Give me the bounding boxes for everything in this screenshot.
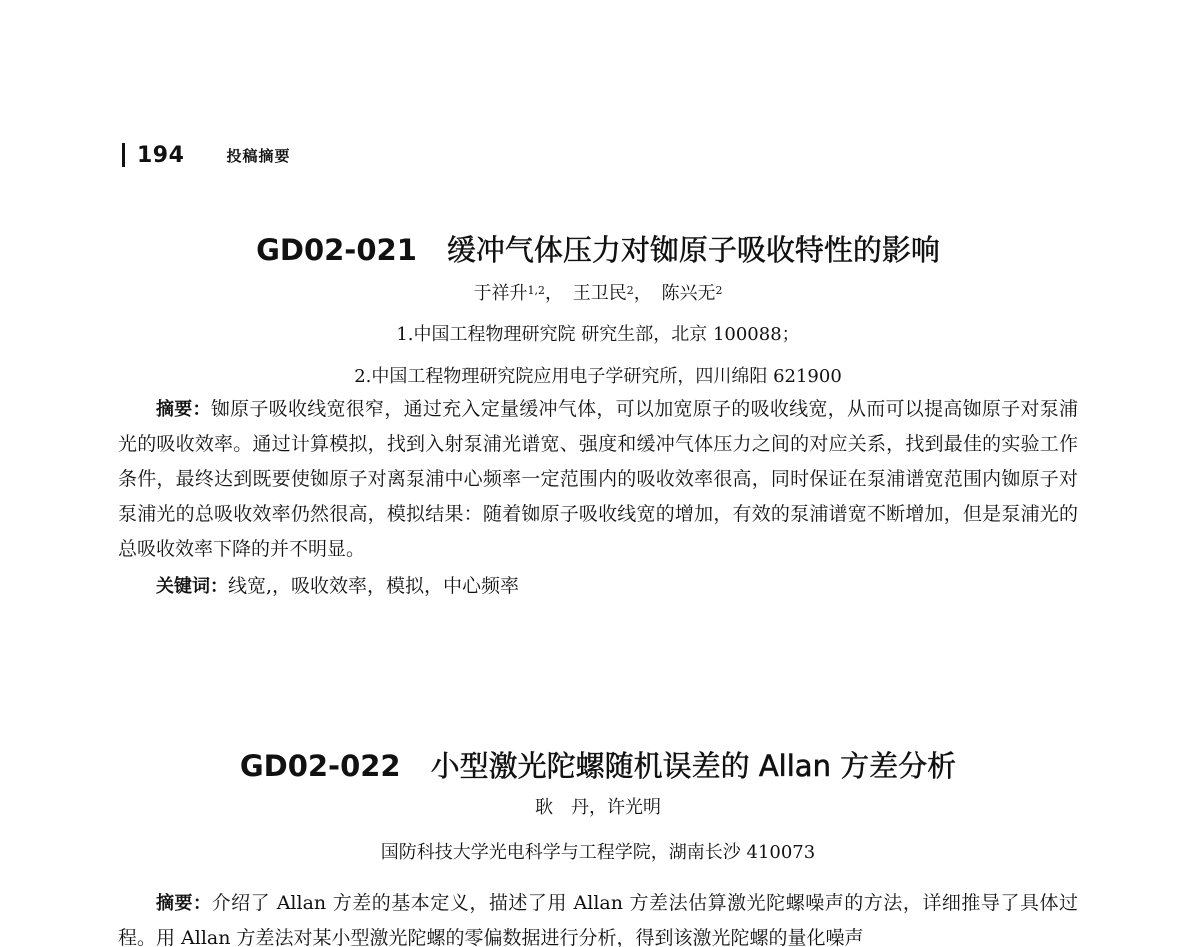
abstract-text: 介绍了 Allan 方差的基本定义，描述了用 Allan 方差法估算激光陀螺噪声的方法，详细推导了具体过程。用 Allan 方差法对某小型激光陀螺的零偏数据进行分析，得到该激光陀螺的量化噪声 <box>118 892 1079 947</box>
author-list: 耿 丹，许光明 <box>535 797 661 818</box>
abstract <box>118 392 1078 567</box>
author-separator: ， <box>633 283 652 304</box>
abstract-label: 摘要： <box>156 399 211 420</box>
author-list <box>118 280 1078 308</box>
author <box>661 283 722 304</box>
keywords <box>118 569 1078 604</box>
running-head <box>122 140 290 170</box>
author-affiliation-mark: 1,2 <box>527 284 546 297</box>
author-affiliation-mark: 2 <box>626 284 634 297</box>
abstract-text: 铷原子吸收线宽很窄，通过充入定量缓冲气体，可以加宽原子的吸收线宽，从而可以提高铷原子对泵浦光的吸收效率。通过计算模拟，找到入射泵浦光谱宽、强度和缓冲气体压力之间的对应关系，找到最佳的实验工作条件，最终达到既要使铷原子对离泵浦中心频率一定范围内的吸收效率很高，同时保证在泵浦谱宽范围内铷原子对泵浦光的总吸收效率仍然很高，模拟结果：随着铷原子吸收线宽的增加，有效的泵浦谱宽不断增加，但是泵浦光的总吸收效率下降的并不明显。 <box>118 398 1079 560</box>
affiliation: 2.中国工程物理研究院应用电子学研究所，四川绵阳 621900 <box>354 366 842 387</box>
article-code: GD02-021 <box>256 233 417 267</box>
author-name: 陈兴无 <box>661 283 716 304</box>
article-gd02-022 <box>118 742 1078 947</box>
abstract-label: 摘要： <box>156 893 212 914</box>
keywords-text: 线宽,，吸收效率，模拟，中心频率 <box>228 575 520 597</box>
article-title-text: 小型激光陀螺随机误差的 Allan 方差分析 <box>430 749 957 783</box>
running-head-rule <box>122 143 125 167</box>
article-title <box>118 742 1078 790</box>
abstract <box>118 886 1078 947</box>
affiliation: 国防科技大学光电科学与工程学院，湖南长沙 410073 <box>380 842 816 863</box>
keywords-label: 关键词： <box>156 576 228 597</box>
page-number: 194 <box>137 142 185 168</box>
article-title <box>118 226 1078 274</box>
author <box>474 283 564 304</box>
author-name: 王卫民 <box>572 283 627 304</box>
article-gd02-021 <box>118 226 1078 604</box>
author-affiliation-mark: 2 <box>715 284 723 297</box>
affiliation: 1.中国工程物理研究院 研究生部，北京 100088； <box>396 324 800 345</box>
section-title: 投稿摘要 <box>226 146 291 165</box>
author-name: 于祥升 <box>473 283 528 304</box>
article-code: GD02-022 <box>239 749 401 783</box>
author <box>573 283 652 304</box>
author-separator: ， <box>545 283 564 304</box>
article-title-text: 缓冲气体压力对铷原子吸收特性的影响 <box>446 233 940 267</box>
